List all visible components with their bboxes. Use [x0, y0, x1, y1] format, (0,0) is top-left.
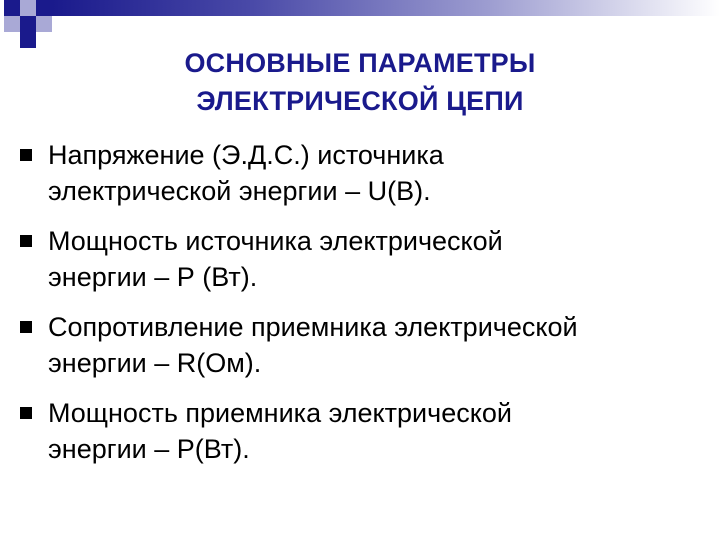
slide-title-line-1: ОСНОВНЫЕ ПАРАМЕТРЫ [184, 48, 536, 78]
deco-square [4, 0, 20, 16]
bullet-text-line: Мощность приемника электрической [48, 398, 512, 428]
header-decoration [0, 0, 720, 48]
square-bullet-icon [20, 321, 32, 333]
slide-title [90, 44, 630, 120]
bullet-item [18, 395, 708, 467]
bullet-item [18, 309, 708, 381]
deco-square [36, 16, 52, 32]
deco-square [20, 0, 36, 16]
deco-square [4, 16, 20, 32]
bullet-text-line: энергии – R(Ом). [48, 348, 262, 378]
bullet-text-line: электрической энергии – U(B). [48, 176, 431, 206]
bullet-text-line: Сопротивление приемника электрической [48, 312, 578, 342]
bullet-text-line: энергии – Р(Вт). [48, 434, 250, 464]
slide-title-line-2: ЭЛЕКТРИЧЕСКОЙ ЦЕПИ [196, 86, 524, 116]
bullet-list [18, 137, 708, 481]
bullet-text-line: энергии – Р (Вт). [48, 262, 258, 292]
deco-square [36, 0, 52, 16]
bullet-text-line: Мощность источника электрической [48, 226, 503, 256]
square-bullet-icon [20, 149, 32, 161]
square-bullet-icon [20, 407, 32, 419]
bullet-item [18, 137, 708, 209]
square-bullet-icon [20, 235, 32, 247]
deco-square [20, 32, 36, 48]
deco-square [20, 16, 36, 32]
bullet-item [18, 223, 708, 295]
bullet-text-line: Напряжение (Э.Д.С.) источника [48, 140, 444, 170]
header-gradient-bar [52, 0, 720, 16]
